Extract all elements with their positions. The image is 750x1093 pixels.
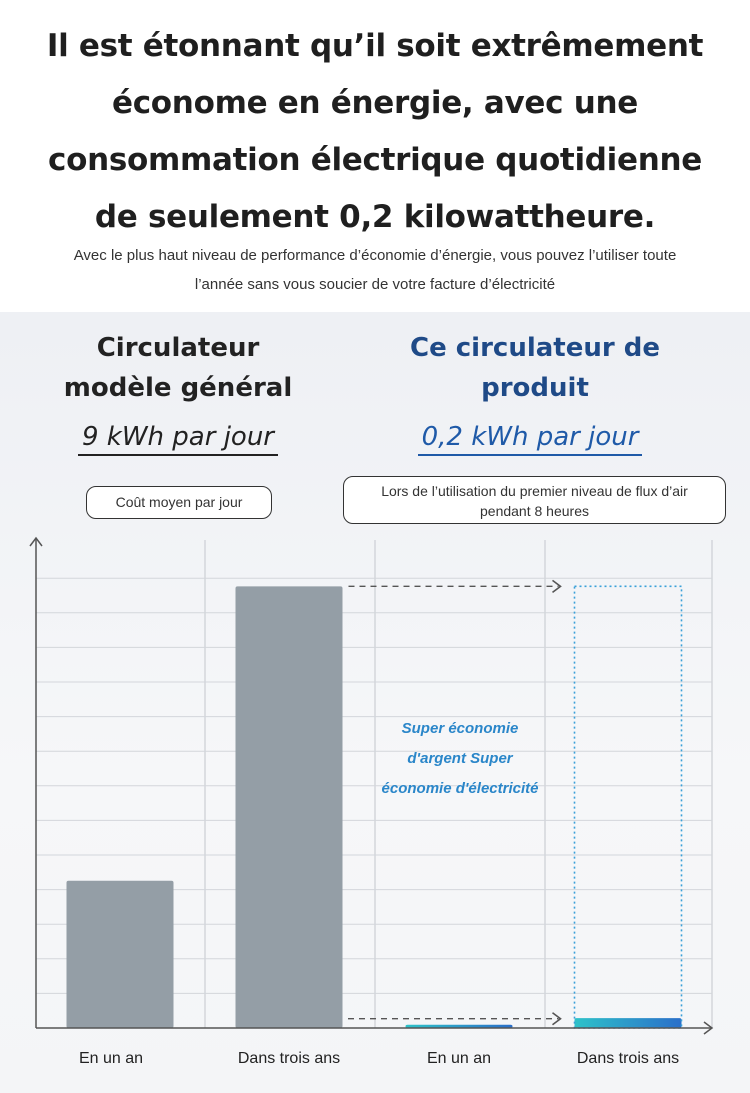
bar	[67, 881, 174, 1028]
note-line: Lors de l’utilisation du premier niveau de flux d’air	[381, 483, 688, 499]
annotation-line: Super économie	[401, 720, 519, 737]
average-cost-note: Coût moyen par jour	[86, 486, 272, 519]
product-rate	[355, 422, 705, 456]
heading-line: Ce circulateur de	[410, 333, 660, 363]
usage-condition-note	[343, 476, 726, 524]
chart-bars	[67, 586, 682, 1028]
x-tick-label: En un an	[78, 1050, 144, 1067]
subtitle-line: Avec le plus haut niveau de performance d’économie d’énergie, vous pouvez l’utiliser toute	[73, 247, 677, 264]
headline	[0, 18, 750, 246]
x-tick-label: Dans trois ans	[237, 1050, 341, 1067]
heading-line: Circulateur	[96, 333, 260, 363]
top-section	[0, 0, 750, 312]
headline-line: Il est étonnant qu’il soit extrêmement	[46, 28, 704, 64]
subtitle-line: l’année sans vous soucier de votre facture d’électricité	[194, 276, 556, 293]
annotation-line: d'argent Super	[407, 750, 513, 767]
note-line: pendant 8 heures	[480, 503, 589, 519]
general-rate-text: 9 kWh par jour	[78, 422, 278, 456]
x-tick-label: En un an	[426, 1050, 492, 1067]
subtitle	[0, 241, 750, 299]
headline-line: économe en énergie, avec une	[112, 85, 638, 121]
savings-annotation	[345, 714, 575, 804]
heading-line: modèle général	[63, 373, 293, 403]
bar	[575, 1018, 682, 1028]
bar	[236, 586, 343, 1028]
annotation-line: économie d'électricité	[381, 780, 539, 797]
general-model-rate	[18, 422, 338, 456]
arrow-head	[553, 1013, 561, 1025]
comparison-outline	[575, 586, 682, 1028]
general-model-heading	[18, 328, 338, 408]
headline-line: de seulement 0,2 kilowattheure.	[94, 199, 656, 235]
arrow-head	[553, 580, 561, 592]
product-heading	[360, 328, 710, 408]
headline-line: consommation électrique quotidienne	[48, 142, 702, 178]
x-tick-label: Dans trois ans	[576, 1050, 680, 1067]
heading-line: produit	[481, 373, 589, 403]
product-rate-text: 0,2 kWh par jour	[418, 422, 643, 456]
